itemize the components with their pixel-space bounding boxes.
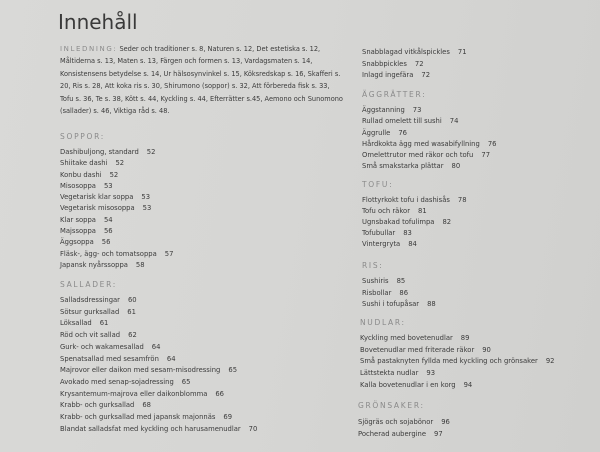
toc-entry — [362, 299, 436, 311]
entry-title: Gurk- och wakamesallad — [60, 342, 144, 351]
entry-page-number: 86 — [399, 288, 409, 297]
entry-title: Små pastaknyten fyllda med kyckling och grönsaker — [360, 357, 538, 366]
entry-page-number: 83 — [403, 229, 412, 237]
entry-page-number: 76 — [487, 139, 497, 148]
toc-entry — [60, 424, 257, 436]
entry-title: Tofu och räkor — [362, 207, 410, 215]
entry-title: Äggstanning — [362, 106, 405, 114]
entry-page-number: 52 — [146, 148, 156, 156]
section-nudlar — [360, 318, 554, 392]
intro-heading: INLEDNING: — [60, 45, 118, 53]
entry-page-number: 93 — [426, 369, 436, 378]
entry-title: Klar soppa — [60, 215, 96, 224]
entry-title: Omelettrutor med räkor och tofu — [362, 151, 474, 160]
entry-page-number: 53 — [103, 181, 113, 190]
entry-title: Vintergryta — [362, 240, 401, 248]
entry-title: Blandat salladsfat med kyckling och harusamenudlar — [60, 424, 241, 433]
section-heading: ÄGGRÄTTER: — [362, 90, 427, 99]
section-heading: SALLADER: — [60, 280, 118, 289]
entry-page-number: 61 — [127, 307, 136, 316]
section-ris — [362, 261, 436, 311]
entry-title: Avokado med senap-sojadressing — [60, 377, 174, 386]
toc-entry — [362, 217, 467, 228]
entry-title: Krabb- och gurksallad — [60, 401, 135, 410]
toc-entry — [360, 333, 554, 345]
entry-page-number: 66 — [215, 389, 225, 398]
entry-title: Vegetarisk misosoppa — [60, 204, 135, 213]
toc-entry — [362, 139, 496, 150]
entry-page-number: 77 — [481, 151, 491, 160]
entry-title: Kyckling med bovetenudlar — [360, 334, 453, 342]
toc-entry — [60, 342, 257, 354]
toc-entry — [362, 70, 467, 82]
entry-title: Inlagd ingefära — [362, 71, 414, 79]
entry-title: Ugnsbakad tofulimpa — [362, 218, 435, 226]
toc-entry — [60, 226, 173, 237]
entry-page-number: 54 — [103, 215, 113, 224]
entry-title: Sjögräs och sojabönor — [358, 418, 434, 426]
section-heading: RIS: — [362, 261, 384, 270]
toc-entry — [60, 389, 257, 401]
toc-entry — [60, 295, 257, 307]
entry-page-number: 71 — [457, 48, 467, 56]
toc-entry — [362, 105, 496, 116]
entry-page-number: 78 — [457, 196, 467, 204]
entry-title: Löksallad — [60, 319, 92, 328]
toc-entry — [358, 428, 450, 440]
intro-text: Seder och traditioner s. 8, Naturen s. 12, Det estetiska s. 12, Måltiderna s. 13, Maten s. 13, Färgen och formen s. 13, Vardagsmaten s. 14, Konsistensens betydelse s. 14, Ur hälsosynvinkel s. 15, Köksredskap s. 16, Skafferi s. 20, Ris s. 28, Att koka ris s. 30, Shirumono (soppor) s. 32, Att förbereda fisk s. 33, Tofu s. 36, Te s. 38, Kött s. 44, Kyckling s. 44, Efterrätter s.45, Aemono och Sunomono (sallader) s. 46, Viktiga råd s. 48. — [60, 45, 343, 116]
entry-page-number: 64 — [166, 354, 176, 363]
toc-entry — [60, 158, 173, 169]
toc-entry — [362, 239, 467, 250]
toc-entry — [362, 195, 467, 206]
page-title: Innehåll — [58, 10, 138, 34]
toc-entry — [60, 181, 173, 192]
entry-page-number: 74 — [449, 117, 459, 126]
entry-title: Rullad omelett till sushi — [362, 117, 442, 126]
entry-title: Misosoppa — [60, 181, 96, 190]
entry-title: Krysantemum-majrova eller daikonblomma — [60, 389, 208, 398]
entry-title: Bovetenudlar med friterade räkor — [360, 345, 475, 354]
entry-title: Spenatsallad med sesamfrön — [60, 354, 159, 363]
entry-page-number: 52 — [109, 170, 119, 179]
entry-page-number: 88 — [427, 300, 436, 308]
toc-entry — [362, 161, 496, 172]
entry-title: Snabbpickles — [362, 59, 407, 68]
toc-entry — [358, 416, 450, 428]
toc-entry — [60, 170, 173, 181]
entry-title: Sushiris — [362, 277, 389, 285]
toc-entry — [362, 128, 496, 139]
toc-entry — [362, 206, 467, 217]
entry-title: Japansk nyårssoppa — [60, 260, 128, 269]
toc-entry — [60, 318, 257, 330]
toc-entry — [60, 260, 173, 271]
entry-page-number: 56 — [103, 227, 113, 236]
toc-entry — [60, 147, 173, 158]
entry-page-number: 94 — [463, 380, 473, 389]
toc-entry — [60, 215, 173, 226]
toc-entry — [362, 116, 496, 127]
entry-title: Salladsdressingar — [60, 296, 120, 304]
toc-entry — [360, 345, 554, 357]
entry-title: Lättstekta nudlar — [360, 369, 419, 378]
entry-title: Kalla bovetenudlar i en korg — [360, 380, 456, 389]
entry-title: Fläsk-, ägg- och tomatsoppa — [60, 249, 157, 258]
section-sallader — [60, 280, 257, 435]
toc-entry — [60, 307, 257, 319]
toc-entry — [60, 412, 257, 424]
entry-page-number: 84 — [408, 240, 417, 248]
entry-title: Majrovor eller daikon med sesam-misodressing — [60, 366, 221, 375]
entry-title: Hårdkokta ägg med wasabifyllning — [362, 139, 480, 148]
entry-page-number: 60 — [127, 296, 137, 304]
toc-entry — [60, 249, 173, 260]
entry-page-number: 92 — [545, 357, 555, 366]
section-soppor — [60, 132, 173, 271]
toc-entry — [60, 330, 257, 342]
entry-title: Majssoppa — [60, 227, 96, 236]
toc-entry — [362, 47, 467, 59]
entry-title: Vegetarisk klar soppa — [60, 193, 134, 202]
entry-title: Flottyrkokt tofu i dashisås — [362, 196, 450, 204]
entry-page-number: 52 — [115, 159, 125, 168]
entry-title: Röd och vit sallad — [60, 331, 121, 340]
toc-entry — [362, 228, 467, 239]
toc-entry — [362, 276, 436, 288]
entry-page-number: 85 — [396, 277, 406, 285]
toc-entry — [362, 59, 467, 71]
entry-page-number: 73 — [412, 106, 422, 114]
entry-title: Snabblagad vitkålspickles — [362, 48, 450, 56]
entry-page-number: 81 — [418, 207, 427, 215]
entry-page-number: 53 — [141, 193, 151, 202]
toc-entry — [360, 380, 554, 392]
entry-page-number: 82 — [442, 218, 452, 226]
entry-title: Dashibuljong, standard — [60, 148, 139, 156]
entry-title: Tofubullar — [362, 229, 396, 237]
toc-entry — [362, 150, 496, 161]
entry-page-number: 69 — [223, 413, 233, 422]
toc-entry — [60, 237, 173, 248]
entry-page-number: 72 — [421, 71, 431, 79]
entry-page-number: 72 — [414, 59, 424, 68]
toc-entry — [60, 377, 257, 389]
entry-title: Äggrulle — [362, 128, 391, 137]
entry-title: Äggsoppa — [60, 238, 94, 247]
entry-page-number: 53 — [142, 204, 152, 213]
section-heading: GRÖNSAKER: — [358, 401, 425, 410]
toc-entry — [60, 354, 257, 366]
section-heading: TOFU: — [362, 180, 394, 189]
toc-entry — [360, 368, 554, 380]
entry-title: Krabb- och gurksallad med japansk majonnäs — [60, 413, 216, 422]
toc-entry — [362, 288, 436, 300]
entry-page-number: 65 — [228, 366, 238, 375]
toc-entry — [360, 356, 554, 368]
entry-title: Pocherad aubergine — [358, 430, 427, 438]
toc-entry — [60, 203, 173, 214]
entry-page-number: 76 — [398, 128, 407, 137]
entry-page-number: 89 — [460, 334, 470, 342]
entry-page-number: 61 — [99, 319, 109, 328]
entry-page-number: 97 — [434, 430, 443, 438]
section-gronsaker — [358, 401, 450, 440]
entry-title: Shiitake dashi — [60, 159, 108, 168]
entry-page-number: 58 — [135, 260, 145, 269]
toc-entry — [60, 365, 257, 377]
entry-title: Sushi i tofupåsar — [362, 300, 420, 308]
entry-page-number: 68 — [142, 401, 151, 410]
entry-title: Konbu dashi — [60, 170, 102, 179]
entry-page-number: 80 — [451, 162, 461, 171]
toc-entry — [60, 192, 173, 203]
intro-paragraph — [60, 43, 345, 117]
entry-title: Sötsur gurksallad — [60, 307, 120, 316]
entry-page-number: 56 — [101, 238, 111, 247]
entry-page-number: 65 — [181, 377, 191, 386]
entry-title: Risbollar — [362, 288, 392, 297]
section-tofu — [362, 180, 467, 250]
entry-page-number: 90 — [482, 345, 491, 354]
toc-entry — [60, 400, 257, 412]
section-aggratter — [362, 90, 496, 173]
section-pickles-continued — [362, 47, 467, 82]
entry-page-number: 96 — [441, 418, 450, 426]
section-heading: NUDLAR: — [360, 318, 406, 327]
entry-page-number: 62 — [128, 331, 137, 340]
entry-page-number: 64 — [151, 342, 161, 351]
entry-page-number: 70 — [248, 424, 258, 433]
entry-title: Små smakstarka plättar — [362, 162, 444, 171]
entry-page-number: 57 — [164, 249, 174, 258]
section-heading: SOPPOR: — [60, 132, 106, 141]
